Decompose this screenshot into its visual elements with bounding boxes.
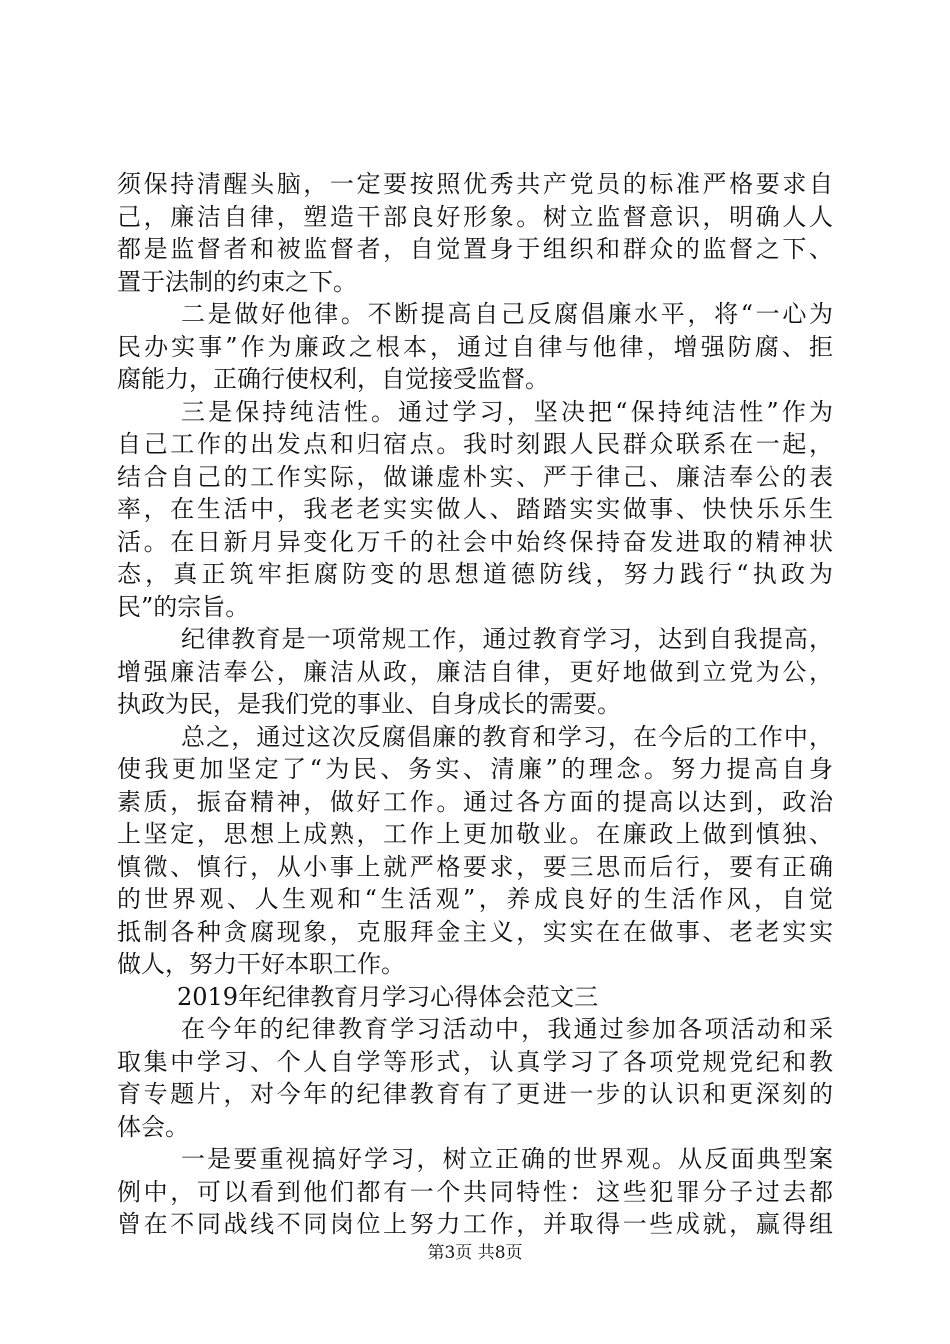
page-indicator: 第3页 共8页 — [427, 1243, 523, 1263]
text-line: 结合自己的工作实际，做谦虚朴实、严于律己、廉洁奉公的表 — [117, 462, 833, 491]
text-line: 都是监督者和被监督者，自觉置身于组织和群众的监督之下、 — [117, 235, 833, 263]
text-line: 取集中学习、个人自学等形式，认真学习了各项党规党纪和教 — [117, 1047, 833, 1076]
paragraph-first-line: 一是要重视搞好学习，树立正确的世界观。从反面典型案 — [181, 1145, 833, 1173]
text-line: 己，廉洁自律，塑造干部良好形象。树立监督意识，明确人人 — [117, 202, 833, 231]
text-line: 曾在不同战线不同岗位上努力工作，并取得一些成就，赢得组 — [117, 1210, 833, 1238]
text-line: 民办实事”作为廉政之根本，通过自律与他律，增强防腐、拒 — [117, 332, 833, 361]
text-line: 素质，振奋精神，做好工作。通过各方面的提高以达到，政治 — [117, 787, 833, 816]
text-line: 增强廉洁奉公，廉洁从政，廉洁自律，更好地做到立党为公， — [117, 657, 833, 686]
text-line: 的世界观、人生观和“生活观”，养成良好的生活作风，自觉 — [117, 885, 833, 913]
text-line: 使我更加坚定了“为民、务实、清廉”的理念。努力提高自身 — [117, 755, 833, 783]
paragraph-first-line: 三是保持纯洁性。通过学习，坚决把“保持纯洁性”作为 — [181, 397, 833, 426]
paragraph-first-line: 在今年的纪律教育学习活动中，我通过参加各项活动和采 — [181, 1015, 833, 1043]
text-line: 做人，努力干好本职工作。 — [117, 950, 405, 978]
text-line: 慎微、慎行，从小事上就严格要求，要三思而后行，要有正确 — [117, 852, 833, 881]
text-line: 例中，可以看到他们都有一个共同特性：这些犯罪分子过去都 — [117, 1177, 833, 1206]
text-line: 态，真正筑牢拒腐防变的思想道德防线，努力践行“执政为 — [117, 560, 833, 588]
section-heading: 2019年纪律教育月学习心得体会范文三 — [177, 982, 599, 1011]
text-line: 置于法制的约束之下。 — [117, 267, 357, 296]
text-line: 率，在生活中，我老老实实做人、踏踏实实做事、快快乐乐生 — [117, 495, 833, 523]
text-line: 抵制各种贪腐现象，克服拜金主义，实实在在做事、老老实实 — [117, 917, 833, 946]
text-line: 体会。 — [117, 1112, 189, 1141]
text-line: 须保持清醒头脑，一定要按照优秀共产党员的标准严格要求自 — [117, 170, 833, 198]
paragraph-first-line: 总之，通过这次反腐倡廉的教育和学习，在今后的工作中， — [181, 722, 833, 751]
text-line: 自己工作的出发点和归宿点。我时刻跟人民群众联系在一起， — [117, 430, 833, 458]
text-line: 育专题片，对今年的纪律教育有了更进一步的认识和更深刻的 — [117, 1080, 833, 1108]
text-line: 上坚定，思想上成熟，工作上更加敬业。在廉政上做到慎独、 — [117, 820, 833, 848]
document-body — [117, 168, 833, 1241]
text-line: 活。在日新月异变化万千的社会中始终保持奋发进取的精神状 — [117, 527, 833, 556]
text-line: 腐能力，正确行使权利，自觉接受监督。 — [117, 365, 549, 393]
text-line: 民”的宗旨。 — [117, 592, 250, 621]
text-line: 执政为民，是我们党的事业、自身成长的需要。 — [117, 690, 621, 718]
paragraph-first-line: 二是做好他律。不断提高自己反腐倡廉水平，将“一心为 — [181, 300, 833, 328]
paragraph-first-line: 纪律教育是一项常规工作，通过教育学习，达到自我提高， — [181, 625, 833, 653]
